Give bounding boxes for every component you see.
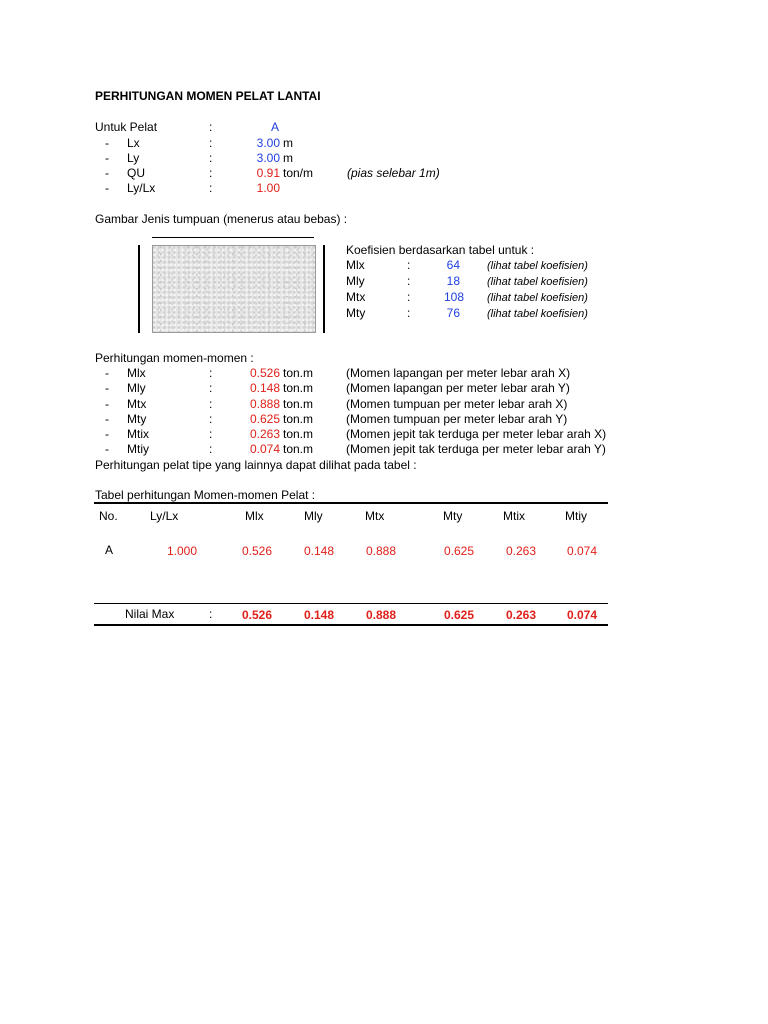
- param-sep: :: [209, 136, 213, 150]
- param-name: Ly/Lx: [127, 181, 156, 195]
- coef-name: Mtx: [346, 290, 366, 304]
- param-unit: m: [283, 136, 293, 150]
- moment-sep: :: [209, 397, 213, 411]
- coef-name: Mty: [346, 306, 366, 320]
- coef-sep: :: [407, 258, 411, 272]
- moment-value: 0.148: [249, 381, 280, 395]
- param-unit: ton/m: [283, 166, 314, 180]
- page-title: PERHITUNGAN MOMEN PELAT LANTAI: [95, 89, 321, 103]
- moment-dash: -: [105, 442, 109, 456]
- plate-label: Untuk Pelat: [95, 120, 158, 134]
- right-support-line: [323, 245, 325, 333]
- param-name: Lx: [127, 136, 140, 150]
- row-cell: 0.526: [242, 544, 273, 558]
- coef-note: (lihat tabel koefisien): [487, 276, 588, 288]
- row-cell: 0.074: [567, 544, 598, 558]
- max-sep: :: [209, 607, 213, 621]
- moment-unit: ton.m: [283, 397, 314, 411]
- row-cell: 0.148: [304, 544, 335, 558]
- coef-sep: :: [407, 290, 411, 304]
- moment-dash: -: [105, 427, 109, 441]
- moment-unit: ton.m: [283, 442, 314, 456]
- coef-sep: :: [407, 274, 411, 288]
- param-dash: -: [105, 151, 109, 165]
- moment-unit: ton.m: [283, 427, 314, 441]
- param-sep: :: [209, 166, 213, 180]
- coef-note: (lihat tabel koefisien): [487, 292, 588, 304]
- param-dash: -: [105, 181, 109, 195]
- coef-heading: Koefisien berdasarkan tabel untuk :: [346, 243, 535, 257]
- row-cell: 0.263: [506, 544, 537, 558]
- moment-sep: :: [209, 427, 213, 441]
- moment-name: Mly: [127, 381, 146, 395]
- param-value: 1.00: [256, 181, 280, 195]
- moment-value: 0.625: [249, 412, 280, 426]
- param-name: Ly: [127, 151, 140, 165]
- moment-name: Mtx: [127, 397, 147, 411]
- slab-panel: [152, 245, 316, 333]
- moment-dash: -: [105, 366, 109, 380]
- coef-sep: :: [407, 306, 411, 320]
- header-cell: Mtix: [503, 509, 525, 523]
- moment-desc: (Momen tumpuan per meter lebar arah X): [346, 397, 568, 411]
- header-cell: Ly/Lx: [150, 509, 179, 523]
- coef-name: Mly: [346, 274, 365, 288]
- max-cell: 0.625: [444, 608, 475, 622]
- param-unit: m: [283, 151, 293, 165]
- moment-unit: ton.m: [283, 366, 314, 380]
- header-cell: Mtiy: [565, 509, 587, 523]
- moment-value: 0.888: [249, 397, 280, 411]
- moment-dash: -: [105, 381, 109, 395]
- moment-desc: (Momen jepit tak terduga per meter lebar arah Y): [346, 442, 606, 456]
- max-cell: 0.888: [366, 608, 397, 622]
- param-note: (pias selebar 1m): [347, 166, 440, 180]
- max-top-rule: [94, 603, 608, 604]
- top-edge-line: [152, 237, 314, 238]
- moment-dash: -: [105, 412, 109, 426]
- param-value: 0.91: [256, 166, 280, 180]
- coef-value: 76: [446, 306, 460, 320]
- moment-sep: :: [209, 442, 213, 456]
- moment-name: Mty: [127, 412, 147, 426]
- moment-value: 0.074: [249, 442, 280, 456]
- support-heading: Gambar Jenis tumpuan (menerus atau bebas) :: [95, 212, 348, 226]
- max-cell: 0.148: [304, 608, 335, 622]
- param-dash: -: [105, 136, 109, 150]
- moment-desc: (Momen tumpuan per meter lebar arah Y): [346, 412, 568, 426]
- moment-value: 0.263: [249, 427, 280, 441]
- param-value: 3.00: [256, 151, 280, 165]
- moment-sep: :: [209, 381, 213, 395]
- moment-desc: (Momen lapangan per meter lebar arah Y): [346, 381, 570, 395]
- moments-heading: Perhitungan momen-momen :: [95, 351, 254, 365]
- coef-note: (lihat tabel koefisien): [487, 260, 588, 272]
- param-sep: :: [209, 181, 213, 195]
- max-label: Nilai Max: [125, 607, 175, 621]
- plate-value: A: [270, 120, 279, 134]
- coef-value: 18: [446, 274, 460, 288]
- row-cell: A: [105, 543, 114, 557]
- moment-desc: (Momen lapangan per meter lebar arah X): [346, 366, 571, 380]
- param-value: 3.00: [256, 136, 280, 150]
- moment-desc: (Momen jepit tak terduga per meter lebar arah X): [346, 427, 607, 441]
- moments-footer: Perhitungan pelat tipe yang lainnya dapat dilihat pada tabel :: [95, 458, 417, 472]
- plate-sep: :: [209, 120, 213, 134]
- table-title: Tabel perhitungan Momen-momen Pelat :: [95, 488, 316, 502]
- coef-note: (lihat tabel koefisien): [487, 308, 588, 320]
- param-dash: -: [105, 166, 109, 180]
- row-cell: 1.000: [167, 544, 198, 558]
- moment-name: Mlx: [127, 366, 146, 380]
- header-cell: Mtx: [365, 509, 385, 523]
- row-cell: 0.888: [366, 544, 397, 558]
- moment-unit: ton.m: [283, 381, 314, 395]
- moment-unit: ton.m: [283, 412, 314, 426]
- table-bottom-rule: [94, 624, 608, 626]
- moment-name: Mtix: [127, 427, 149, 441]
- moment-dash: -: [105, 397, 109, 411]
- max-cell: 0.263: [506, 608, 537, 622]
- param-name: QU: [127, 166, 145, 180]
- header-cell: Mlx: [245, 509, 264, 523]
- coef-value: 108: [443, 290, 464, 304]
- coef-value: 64: [446, 258, 460, 272]
- moment-name: Mtiy: [127, 442, 149, 456]
- param-sep: :: [209, 151, 213, 165]
- header-cell: Mly: [304, 509, 323, 523]
- moment-sep: :: [209, 412, 213, 426]
- row-cell: 0.625: [444, 544, 475, 558]
- moment-sep: :: [209, 366, 213, 380]
- left-support-line: [138, 245, 140, 333]
- header-cell: No.: [99, 509, 118, 523]
- coef-name: Mlx: [346, 258, 365, 272]
- table-top-rule: [94, 502, 608, 504]
- max-cell: 0.074: [567, 608, 598, 622]
- max-cell: 0.526: [242, 608, 273, 622]
- moment-value: 0.526: [249, 366, 280, 380]
- header-cell: Mty: [443, 509, 463, 523]
